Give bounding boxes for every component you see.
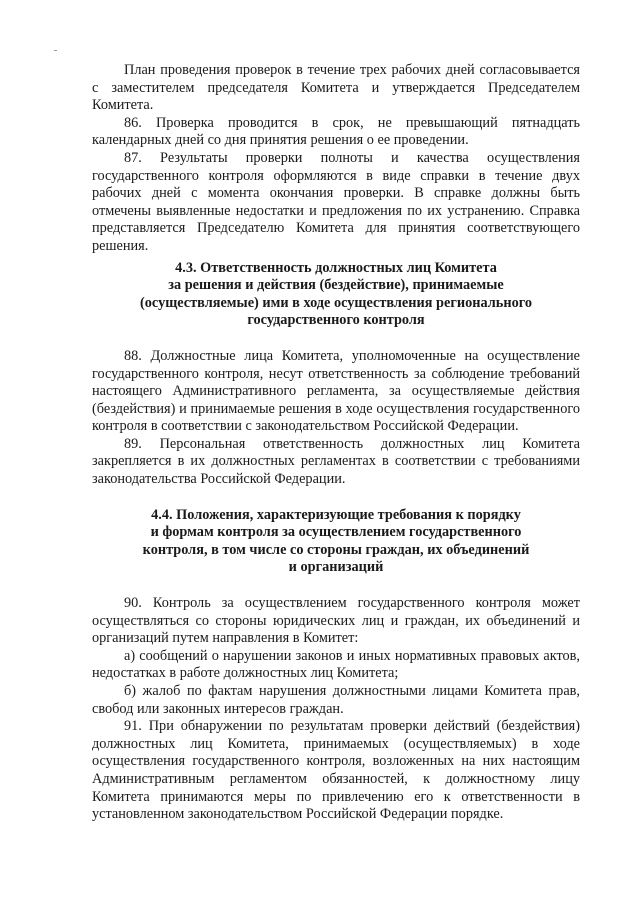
paragraph-90b: б) жалоб по фактам нарушения должностными лицами Комитета прав, свобод или законных интересов граждан. [92, 683, 580, 717]
paragraph-90a: а) сообщений о нарушении законов и иных нормативных правовых актов, недостатках в работе должностных лиц Комитета; [92, 647, 580, 682]
heading-line: 4.4. Положения, характеризующие требования к порядку [151, 506, 521, 523]
document-page [92, 62, 580, 824]
paragraph-91: 91. При обнаружении по результатам проверки действий (бездействия) должностных лиц Комитета, принимаемых (осуществляемых) в ходе осуществления государственного контроля, возложенных на них настоящим Административным регламентом обязанностей, к должностному лицу Комитета принимаются меры по привлечению его к ответственности в установленном законодательством Российской Федерации порядке. [92, 718, 580, 823]
section-heading-4-4 [92, 507, 580, 577]
heading-line: контроля, в том числе со стороны граждан, их объединений [142, 541, 530, 558]
heading-line: (осуществляемые) ими в ходе осуществления регионального [140, 294, 532, 311]
paragraph-plan: План проведения проверок в течение трех рабочих дней согласовывается с заместителем председателя Комитета и утверждается Председателем Комитета. [92, 62, 580, 114]
heading-line: за решения и действия (бездействие), принимаемые [168, 277, 504, 294]
paragraph-90: 90. Контроль за осуществлением государственного контроля может осуществляться со стороны юридических лиц и граждан, их объединений и организаций путем направления в Комитет: [92, 595, 580, 647]
section-heading-4-3 [92, 260, 580, 330]
heading-line: и формам контроля за осуществлением государственного [150, 524, 522, 541]
heading-line: и организаций [288, 559, 384, 576]
paragraph-87: 87. Результаты проверки полноты и качества осуществления государственного контроля оформляются в виде справки в течение двух рабочих дней с момента окончания проверки. В справке должны быть отмечены выявленные недостатки и предложения по их устранению. Справка представляется Председателю Комитета для принятия соответствующего решения. [92, 149, 580, 254]
heading-line: 4.3. Ответственность должностных лиц Комитета [175, 259, 497, 276]
paragraph-89: 89. Персональная ответственность должностных лиц Комитета закрепляется в их должностных регламентах в соответствии с требованиями законодательства Российской Федерации. [92, 435, 580, 488]
paragraph-86: 86. Проверка проводится в срок, не превышающий пятнадцать календарных дней со дня принятия решения о ее проведении. [92, 114, 580, 149]
scan-mark [54, 50, 57, 51]
heading-line: государственного контроля [247, 312, 425, 329]
paragraph-88: 88. Должностные лица Комитета, уполномоченные на осуществление государственного контроля, несут ответственность за соблюдение требований настоящего Административного регламента, за осуществляемые действия (бездействия) и принимаемые решения в ходе осуществления государственного контроля в соответствии с законодательством Российской Федерации. [92, 347, 580, 435]
